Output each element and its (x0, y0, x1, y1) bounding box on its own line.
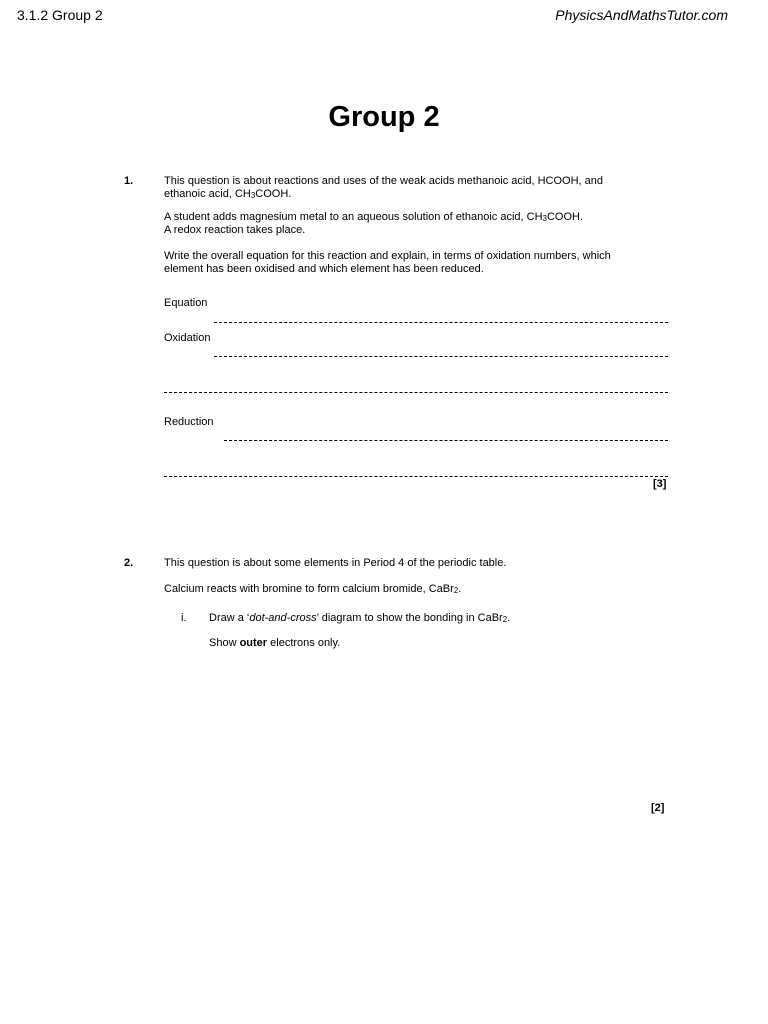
subscript: 3 (542, 214, 547, 223)
reduction-label: Reduction (164, 416, 214, 428)
question-1-marks: [3] (653, 478, 667, 490)
reduction-answer-line-2[interactable] (164, 476, 668, 477)
text-run: COOH. (255, 188, 292, 200)
oxidation-answer-line-1[interactable] (214, 356, 668, 357)
redox-line: A redox reaction takes place. (164, 224, 306, 236)
text-run: Show (209, 637, 240, 649)
equation-label: Equation (164, 297, 208, 309)
page-title: Group 2 (328, 101, 440, 133)
drawing-answer-area[interactable] (209, 660, 659, 795)
text-run: Draw a ‘ (209, 612, 250, 624)
instruction-line-1: Write the overall equation for this reaction and explain, in terms of oxidation numbers, which (164, 250, 611, 262)
text-run: Calcium reacts with bromine to form calcium bromide, CaBr (164, 583, 454, 595)
text-run: A student adds magnesium metal to an aqueous solution of ethanoic acid, CH (164, 211, 543, 223)
header-section-title: 3.1.2 Group 2 (17, 7, 103, 23)
oxidation-answer-line-2[interactable] (164, 392, 668, 393)
question-2-marks: [2] (651, 802, 665, 814)
text-run: . (458, 583, 462, 595)
text-run: electrons only. (267, 637, 341, 649)
equation-answer-line[interactable] (214, 322, 668, 323)
question-1-instruction (164, 250, 611, 276)
header-site-name: PhysicsAndMathsTutor.com (555, 7, 728, 23)
question-1-intro (164, 175, 603, 201)
student-line (164, 211, 583, 224)
text-run: COOH. (546, 211, 584, 223)
question-2-number: 2. (124, 557, 134, 569)
bold-text: outer (239, 637, 268, 649)
emphasis-text: dot-and-cross (249, 612, 317, 624)
question-1-intro-line-1: This question is about reactions and uses of the weak acids methanoic acid, HCOOH, and (164, 175, 604, 187)
subscript: 2 (453, 586, 459, 595)
subscript: 3 (250, 191, 256, 200)
part-i-number: i. (181, 612, 187, 624)
text-run: . (507, 612, 511, 624)
text-run: ’ diagram to show the bonding in CaBr (316, 612, 503, 624)
text-run: ethanoic acid, CH (164, 188, 251, 200)
part-i-note (209, 637, 340, 649)
question-1-intro-line-2 (164, 188, 603, 201)
subscript: 2 (502, 615, 508, 624)
question-2-calcium-text (164, 583, 461, 596)
question-2-intro: This question is about some elements in Period 4 of the periodic table. (164, 557, 507, 569)
reduction-answer-line-1[interactable] (224, 440, 668, 441)
instruction-line-2: element has been oxidised and which element has been reduced. (164, 263, 484, 275)
question-1-student-text (164, 211, 583, 237)
part-i-instruction (209, 612, 510, 624)
question-1-number: 1. (124, 175, 134, 187)
oxidation-label: Oxidation (164, 332, 211, 344)
